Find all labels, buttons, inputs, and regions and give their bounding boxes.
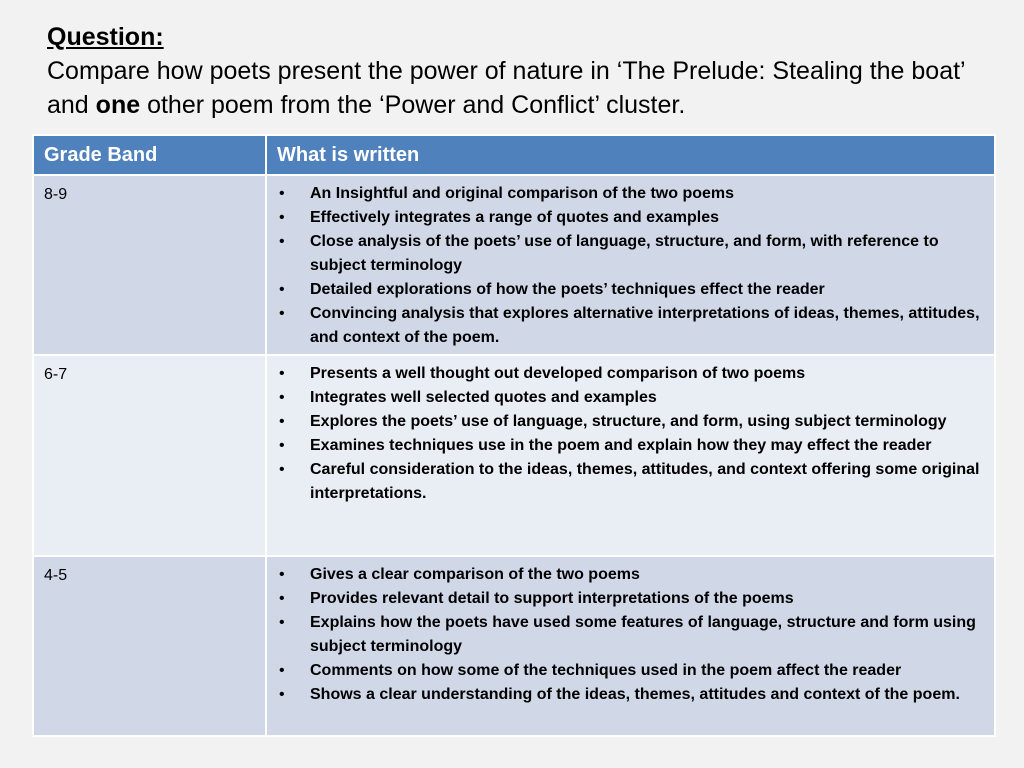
bullet-icon: •: [279, 413, 285, 430]
bullet-icon: •: [279, 281, 285, 298]
bullet-icon: •: [279, 614, 285, 631]
criteria-cell: [266, 556, 995, 736]
grade-band-cell: 6-7: [33, 355, 266, 556]
list-item: [277, 230, 984, 278]
criteria-cell: [266, 175, 995, 355]
list-item: [277, 206, 984, 230]
criteria-text: Close analysis of the poets’ use of language, structure, and form, with reference to subject terminology: [310, 233, 939, 274]
criteria-text: Effectively integrates a range of quotes and examples: [310, 209, 720, 226]
table-row: [33, 175, 995, 355]
criteria-text: Detailed explorations of how the poets’ techniques effect the reader: [310, 281, 825, 298]
list-item: [277, 182, 984, 206]
criteria-list: [277, 362, 984, 506]
list-item: [277, 563, 984, 587]
list-item: [277, 410, 984, 434]
list-item: [277, 587, 984, 611]
table-row: [33, 355, 995, 556]
list-item: [277, 458, 984, 506]
criteria-text: Careful consideration to the ideas, themes, attitudes, and context offering some original interpretations.: [310, 461, 980, 502]
criteria-text: Explains how the poets have used some features of language, structure and form using subject terminology: [310, 614, 976, 655]
criteria-text: Provides relevant detail to support interpretations of the poems: [310, 590, 794, 607]
question-text-part1: Compare how poets present the power of nature in ‘The Prelude: Stealing the boat’ and: [47, 57, 965, 119]
bullet-icon: •: [279, 461, 285, 478]
grade-band-cell: 4-5: [33, 556, 266, 736]
question-text: [47, 54, 997, 122]
list-item: [277, 278, 984, 302]
bullet-icon: •: [279, 209, 285, 226]
question-heading: Question:: [47, 23, 164, 51]
criteria-text: Presents a well thought out developed comparison of two poems: [310, 365, 806, 382]
question-text-part2: other poem from the ‘Power and Conflict’ cluster.: [140, 91, 686, 119]
bullet-icon: •: [279, 437, 285, 454]
bullet-icon: •: [279, 566, 285, 583]
criteria-text: Integrates well selected quotes and examples: [310, 389, 657, 406]
list-item: [277, 683, 984, 707]
bullet-icon: •: [279, 389, 285, 406]
bullet-icon: •: [279, 365, 285, 382]
list-item: [277, 659, 984, 683]
bullet-icon: •: [279, 305, 285, 322]
criteria-text: An Insightful and original comparison of the two poems: [310, 185, 735, 202]
criteria-list: [277, 182, 984, 350]
list-item: [277, 302, 984, 350]
criteria-text: Examines techniques use in the poem and explain how they may effect the reader: [310, 437, 932, 454]
header-what-is-written: What is written: [266, 135, 995, 175]
list-item: [277, 611, 984, 659]
list-item: [277, 386, 984, 410]
criteria-text: Gives a clear comparison of the two poems: [310, 566, 640, 583]
table-header-row: [33, 135, 995, 175]
criteria-text: Explores the poets’ use of language, structure, and form, using subject terminology: [310, 413, 947, 430]
bullet-icon: •: [279, 686, 285, 703]
list-item: [277, 362, 984, 386]
bullet-icon: •: [279, 233, 285, 250]
criteria-text: Convincing analysis that explores alternative interpretations of ideas, themes, attitudes, and context of the poem.: [310, 305, 980, 346]
grade-band-table: [32, 134, 996, 737]
list-item: [277, 434, 984, 458]
criteria-text: Shows a clear understanding of the ideas, themes, attitudes and context of the poem.: [310, 686, 960, 703]
criteria-text: Comments on how some of the techniques used in the poem affect the reader: [310, 662, 902, 679]
header-grade-band: Grade Band: [33, 135, 266, 175]
criteria-list: [277, 563, 984, 707]
grade-band-cell: 8-9: [33, 175, 266, 355]
criteria-cell: [266, 355, 995, 556]
question-block: [47, 20, 997, 122]
bullet-icon: •: [279, 662, 285, 679]
bullet-icon: •: [279, 185, 285, 202]
question-text-emphasis: one: [95, 91, 141, 119]
table-row: [33, 556, 995, 736]
bullet-icon: •: [279, 590, 285, 607]
